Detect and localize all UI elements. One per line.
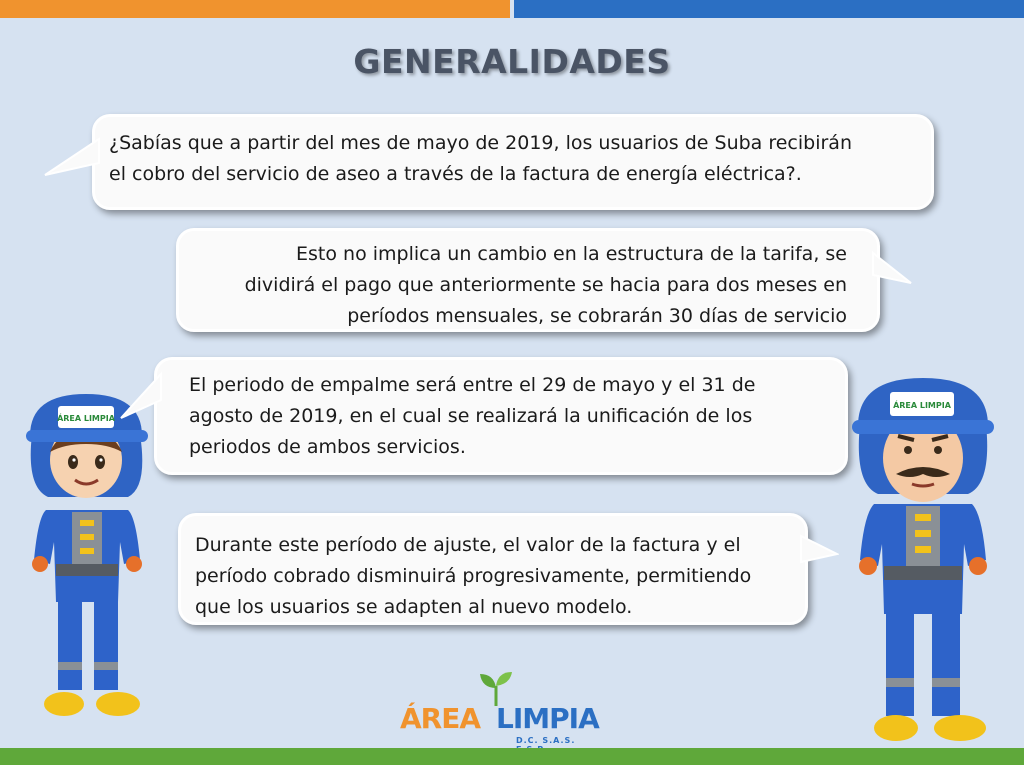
bubble-2-line-2: dividirá el pago que anteriormente se hacia para dos meses en	[244, 274, 847, 296]
svg-text:ÁREA LIMPIA: ÁREA LIMPIA	[57, 414, 115, 423]
bubble-tail-right	[799, 532, 839, 572]
top-bar-orange	[0, 0, 510, 18]
speech-bubble-1	[92, 114, 934, 210]
bubble-4-line-3: que los usuarios se adapten al nuevo modelo.	[195, 596, 633, 618]
speech-bubble-3	[154, 357, 848, 475]
bubble-tail-right	[871, 249, 913, 289]
bubble-3-line-1: El periodo de empalme será entre el 29 de mayo y el 31 de	[189, 374, 756, 396]
bottom-bar-green	[0, 748, 1024, 765]
bubble-1-line-2: el cobro del servicio de aseo a través de la factura de energía eléctrica?.	[109, 163, 802, 185]
svg-text:ÁREA LIMPIA: ÁREA LIMPIA	[893, 401, 951, 410]
worker-man-illustration	[846, 374, 1000, 746]
bubble-3-line-2: agosto de 2019, en el cual se realizará la unificación de los	[189, 405, 753, 427]
logo-word-area: ÁREA	[400, 702, 481, 735]
bubble-2-line-3: períodos mensuales, se cobrarán 30 días de servicio	[347, 305, 847, 327]
bubble-tail-left	[119, 370, 163, 420]
bubble-4-line-1: Durante este período de ajuste, el valor de la factura y el	[195, 534, 741, 556]
slide-title: GENERALIDADES	[353, 42, 671, 81]
worker-girl-illustration	[18, 392, 158, 722]
leaf-icon	[476, 672, 516, 706]
logo-word-limpia: LIMPIA	[496, 702, 599, 735]
bubble-4-line-2: período cobrado disminuirá progresivamente, permitiendo	[195, 565, 752, 587]
bubble-1-line-1: ¿Sabías que a partir del mes de mayo de 2019, los usuarios de Suba recibirán	[109, 132, 852, 154]
speech-bubble-4	[178, 513, 808, 625]
speech-bubble-2	[176, 228, 880, 332]
top-bar-blue	[514, 0, 1024, 18]
logo-subtitle: D.C. S.A.S.	[516, 736, 576, 745]
bubble-2-line-1: Esto no implica un cambio en la estructura de la tarifa, se	[296, 243, 847, 265]
area-limpia-logo	[398, 672, 608, 748]
bubble-3-line-3: periodos de ambos servicios.	[189, 436, 466, 458]
bubble-tail-left	[43, 135, 101, 179]
